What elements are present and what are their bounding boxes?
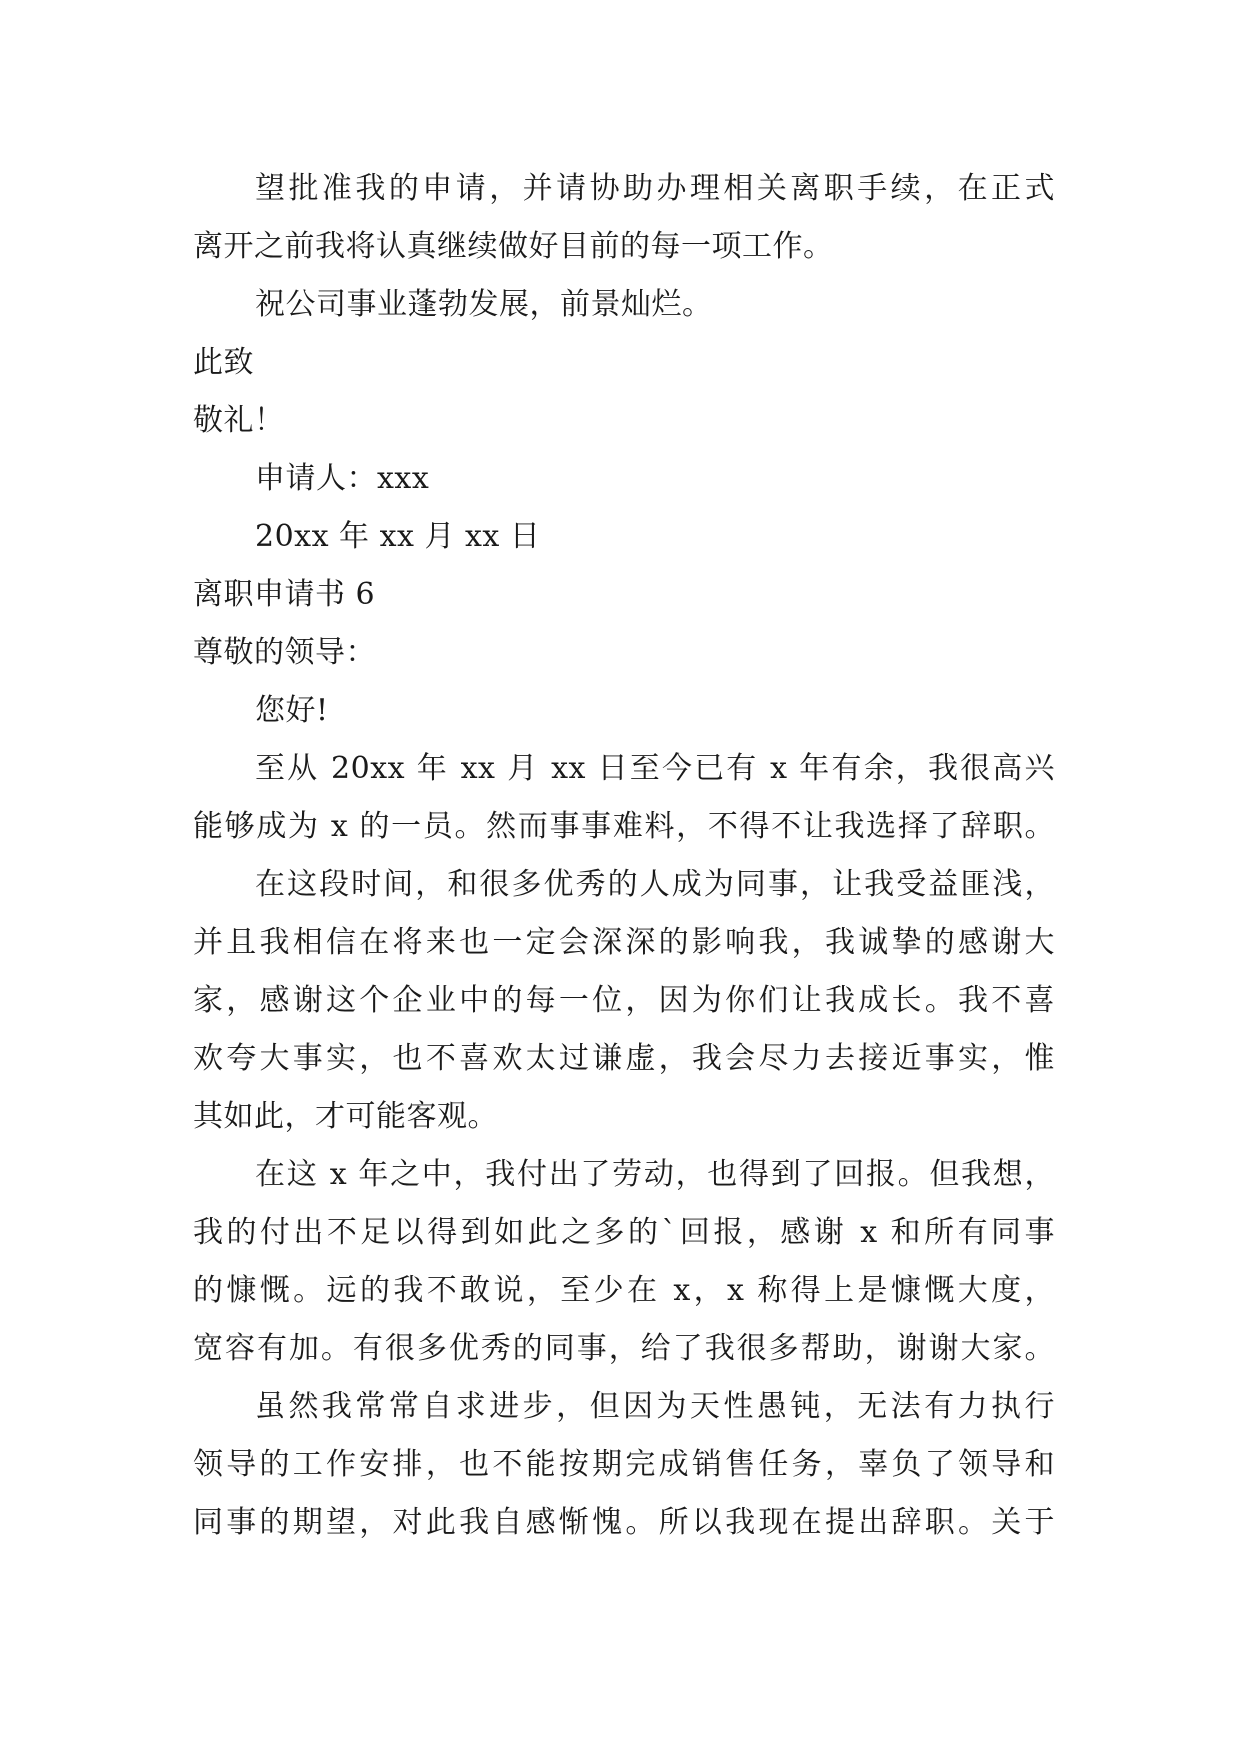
paragraph-line: 离开之前我将认真继续做好目前的每一项工作。 [193,229,834,264]
paragraph-line: 领导的工作安排，也不能按期完成销售任务，辜负了领导和 [193,1447,1055,1482]
paragraph-line: 在这段时间，和很多优秀的人成为同事，让我受益匪浅， [255,867,1055,902]
paragraph-line: 能够成为 x 的一员。然而事事难料，不得不让我选择了辞职。 [193,809,1055,844]
paragraph-line: 我的付出不足以得到如此之多的`回报，感谢 x 和所有同事 [193,1215,1055,1250]
salutation: 尊敬的领导： [193,635,376,670]
greeting: 您好! [255,693,329,728]
paragraph-line: 望批准我的申请，并请协助办理相关离职手续，在正式 [255,171,1055,206]
closing-line: 敬礼！ [193,403,285,438]
paragraph-line: 同事的期望，对此我自感惭愧。所以我现在提出辞职。关于 [193,1505,1055,1540]
closing-line: 此致 [193,345,254,380]
paragraph-line: 虽然我常常自求进步，但因为天性愚钝，无法有力执行 [255,1389,1055,1424]
applicant-line: 申请人：xxx [255,461,430,496]
paragraph-line: 并且我相信在将来也一定会深深的影响我，我诚挚的感谢大 [193,925,1055,960]
paragraph-line: 的慷慨。远的我不敢说，至少在 x，x 称得上是慷慨大度， [193,1273,1055,1308]
paragraph-line: 在这 x 年之中，我付出了劳动，也得到了回报。但我想， [255,1157,1055,1192]
date-line: 20xx 年 xx 月 xx 日 [255,519,541,554]
paragraph-line: 至从 20xx 年 xx 月 xx 日至今已有 x 年有余，我很高兴 [255,751,1055,786]
paragraph-line: 祝公司事业蓬勃发展，前景灿烂。 [255,287,713,322]
paragraph-line: 欢夸大事实，也不喜欢太过谦虚，我会尽力去接近事实，惟 [193,1041,1055,1076]
document-body [193,160,1055,1552]
paragraph-line: 宽容有加。有很多优秀的同事，给了我很多帮助，谢谢大家。 [193,1331,1055,1366]
paragraph-line: 其如此，才可能客观。 [193,1099,498,1134]
paragraph-line: 家，感谢这个企业中的每一位，因为你们让我成长。我不喜 [193,983,1055,1018]
document-title: 离职申请书 6 [193,577,376,612]
